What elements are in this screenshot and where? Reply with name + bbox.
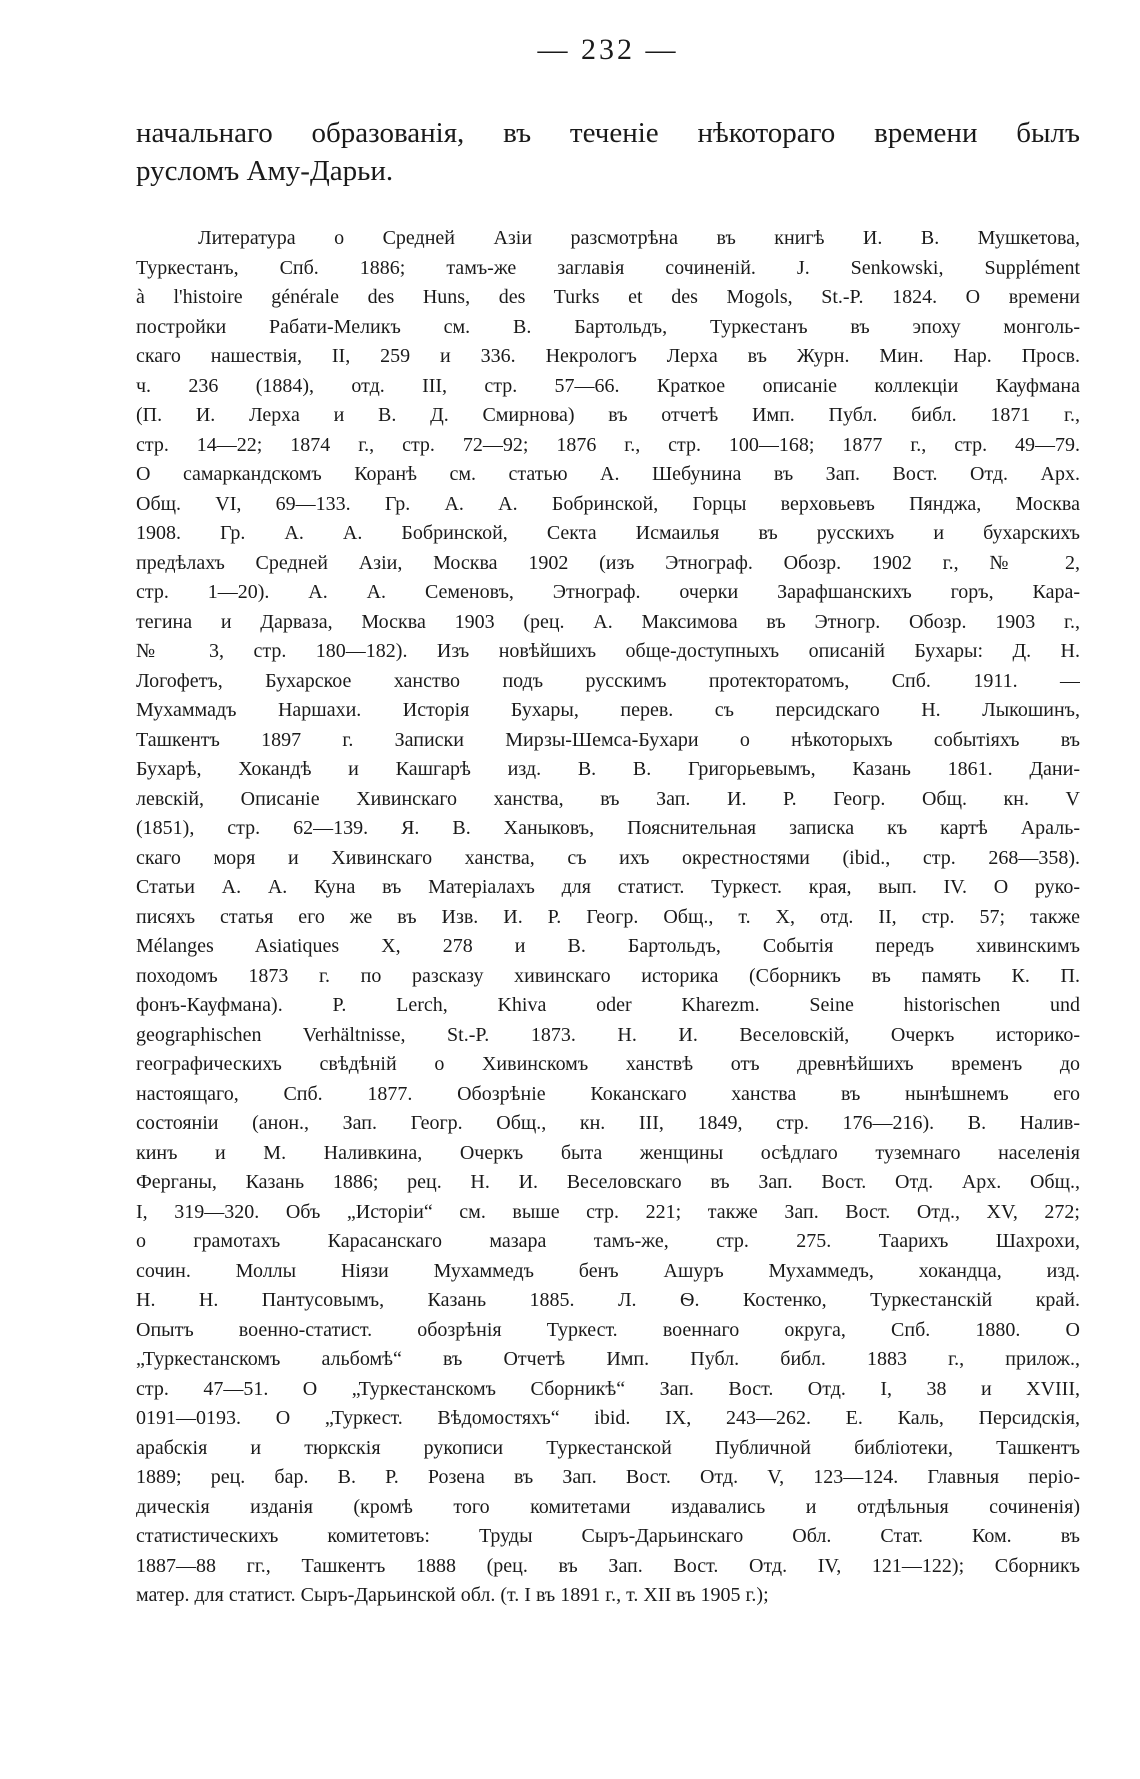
intro-paragraph <box>136 114 1080 190</box>
bibliography-line: Туркестанъ, Спб. 1886; тамъ-же заглавія сочиненій. J. Senkowski, Supplément <box>136 256 1080 279</box>
bibliography-line: Литература о Средней Азіи разсмотрѣна въ книгѣ И. В. Мушкетова, <box>198 227 1080 249</box>
bibliography-line: Статьи А. А. Куна въ Матеріалахъ для статист. Туркест. края, вып. IV. О руко- <box>136 876 1080 898</box>
bibliography-line: Бухарѣ, Хокандѣ и Кашгарѣ изд. В. В. Григорьевымъ, Казань 1861. Дани- <box>136 758 1080 780</box>
bibliography-line: 1889; рец. бар. В. Р. Розена въ Зап. Вост. Отд. V, 123—124. Главныя періо- <box>136 1466 1080 1488</box>
bibliography-line: Общ. VI, 69—133. Гр. А. А. Бобринской, Горцы верховьевъ Пянджа, Москва <box>136 492 1080 515</box>
bibliography-line: О самаркандскомъ Коранѣ см. статью А. Шебунина въ Зап. Вост. Отд. Арх. <box>136 463 1080 485</box>
bibliography-line: стр. 14—22; 1874 г., стр. 72—92; 1876 г., стр. 100—168; 1877 г., стр. 49—79. <box>136 433 1080 456</box>
bibliography-line: арабскія и тюркскія рукописи Туркестанской Публичной библіотеки, Ташкентъ <box>136 1436 1080 1459</box>
bibliography-line: стр. 47—51. О „Туркестанскомъ Сборникѣ“ Зап. Вост. Отд. I, 38 и XVIII, <box>136 1377 1080 1400</box>
bibliography-line: à l'histoire générale des Huns, des Turks et des Mogols, St.-P. 1824. О времени <box>136 286 1080 308</box>
bibliography-line: стр. 1—20). А. А. Семеновъ, Этнограф. очерки Зарафшанскихъ горъ, Кара- <box>136 581 1080 603</box>
bibliography-line: постройки Рабати-Меликъ см. В. Бартольдъ, Туркестанъ въ эпоху монголь- <box>136 315 1080 338</box>
bibliography-line: I, 319—320. Объ „Исторіи“ см. выше стр. 221; также Зап. Вост. Отд., XV, 272; <box>136 1200 1080 1223</box>
bibliography-line: ч. 236 (1884), отд. III, стр. 57—66. Краткое описаніе коллекціи Кауфмана <box>136 374 1080 397</box>
bibliography-line: настоящаго, Спб. 1877. Обозрѣніе Коканскаго ханства въ нынѣшнемъ его <box>136 1082 1080 1105</box>
bibliography-line: тегина и Дарваза, Москва 1903 (рец. А. Максимова въ Этногр. Обозр. 1903 г., <box>136 610 1080 633</box>
bibliography-line: скаго моря и Хивинскаго ханства, съ ихъ окрестностями (ibid., стр. 268—358). <box>136 846 1080 869</box>
bibliography-line: состояніи (анон., Зап. Геогр. Общ., кн. III, 1849, стр. 176—216). В. Налив- <box>136 1112 1080 1134</box>
intro-line: русломъ Аму-Дарьи. <box>136 155 394 187</box>
bibliography-line: Ферганы, Казань 1886; рец. Н. И. Веселовскаго въ Зап. Вост. Отд. Арх. Общ., <box>136 1171 1080 1193</box>
bibliography-line: Н. Н. Пантусовымъ, Казань 1885. Л. Ѳ. Костенко, Туркестанскій край. <box>136 1289 1080 1311</box>
bibliography-line: 0191—0193. О „Туркест. Вѣдомостяхъ“ ibid. IX, 243—262. Е. Каль, Персидскія, <box>136 1407 1080 1429</box>
bibliography-line: Логофетъ, Бухарское ханство подъ русскимъ протекторатомъ, Спб. 1911. — <box>136 669 1080 692</box>
bibliography-line: Ташкентъ 1897 г. Записки Мирзы-Шемса-Бухари о нѣкоторыхъ событіяхъ въ <box>136 728 1080 751</box>
bibliography-line: 1908. Гр. А. А. Бобринской, Секта Исмаилья въ русскихъ и бухарскихъ <box>136 522 1080 544</box>
bibliography-line: фонъ-Кауфмана). P. Lerch, Khiva oder Kharezm. Seine historischen und <box>136 994 1080 1016</box>
bibliography-line: географическихъ свѣдѣній о Хивинскомъ ханствѣ отъ древнѣйшихъ временъ до <box>136 1053 1080 1075</box>
bibliography-line: „Туркестанскомъ альбомѣ“ въ Отчетѣ Имп. Публ. библ. 1883 г., прилож., <box>136 1348 1080 1370</box>
bibliography-line: 1887—88 гг., Ташкентъ 1888 (рец. въ Зап. Вост. Отд. IV, 121—122); Сборникъ <box>136 1554 1080 1577</box>
bibliography-line: geographischen Verhältnisse, St.-P. 1873. Н. И. Веселовскій, Очеркъ историко- <box>136 1023 1080 1046</box>
bibliography-line: сочин. Моллы Ніязи Мухаммедъ бенъ Ашуръ Мухаммедъ, хокандца, изд. <box>136 1259 1080 1282</box>
bibliography-line: писяхъ статья его же въ Изв. И. Р. Геогр. Общ., т. X, отд. II, стр. 57; также <box>136 905 1080 928</box>
bibliography-line: дическія изданія (кромѣ того комитетами издавались и отдѣльныя сочиненія) <box>136 1495 1080 1518</box>
bibliography-paragraph <box>136 224 1080 1611</box>
bibliography-line: (1851), стр. 62—139. Я. В. Ханыковъ, Пояснительная записка къ картѣ Араль- <box>136 817 1080 839</box>
bibliography-line: кинъ и М. Наливкина, Очеркъ быта женщины осѣдлаго туземнаго населенія <box>136 1141 1080 1164</box>
bibliography-line: походомъ 1873 г. по разсказу хивинскаго историка (Сборникъ въ память К. П. <box>136 964 1080 987</box>
bibliography-line: Мухаммадъ Наршахи. Исторія Бухары, перев. съ персидскаго Н. Лыкошинъ, <box>136 699 1080 721</box>
intro-line: начальнаго образованія, въ теченіе нѣкотораго времени былъ <box>136 117 1080 149</box>
bibliography-line: статистическихъ комитетовъ: Труды Сыръ-Дарьинскаго Обл. Стат. Ком. въ <box>136 1525 1080 1547</box>
page-number: — 232 — <box>537 33 679 66</box>
bibliography-line: левскій, Описаніе Хивинскаго ханства, въ Зап. И. Р. Геогр. Общ. кн. V <box>136 787 1080 810</box>
bibliography-line: о грамотахъ Карасанскаго мазара тамъ-же, стр. 275. Таарихъ Шахрохи, <box>136 1230 1080 1252</box>
bibliography-line: скаго нашествія, II, 259 и 336. Некрологъ Лерха въ Журн. Мин. Нар. Просв. <box>136 345 1080 367</box>
bibliography-line: Опытъ военно-статист. обозрѣнія Туркест. военнаго округа, Спб. 1880. О <box>136 1318 1080 1341</box>
bibliography-line: (П. И. Лерха и В. Д. Смирнова) въ отчетѣ Имп. Публ. библ. 1871 г., <box>136 404 1080 426</box>
bibliography-line: матер. для статист. Сыръ-Дарьинской обл. (т. I въ 1891 г., т. XII въ 1905 г.); <box>136 1584 769 1606</box>
bibliography-line: предѣлахъ Средней Азіи, Москва 1902 (изъ Этнограф. Обозр. 1902 г., № 2, <box>136 551 1080 574</box>
bibliography-line: № 3, стр. 180—182). Изъ новѣйшихъ обще-доступныхъ описаній Бухары: Д. Н. <box>136 640 1080 662</box>
bibliography-line: Mélanges Asiatiques X, 278 и В. Бартольдъ, Событія передъ хивинскимъ <box>136 935 1080 957</box>
